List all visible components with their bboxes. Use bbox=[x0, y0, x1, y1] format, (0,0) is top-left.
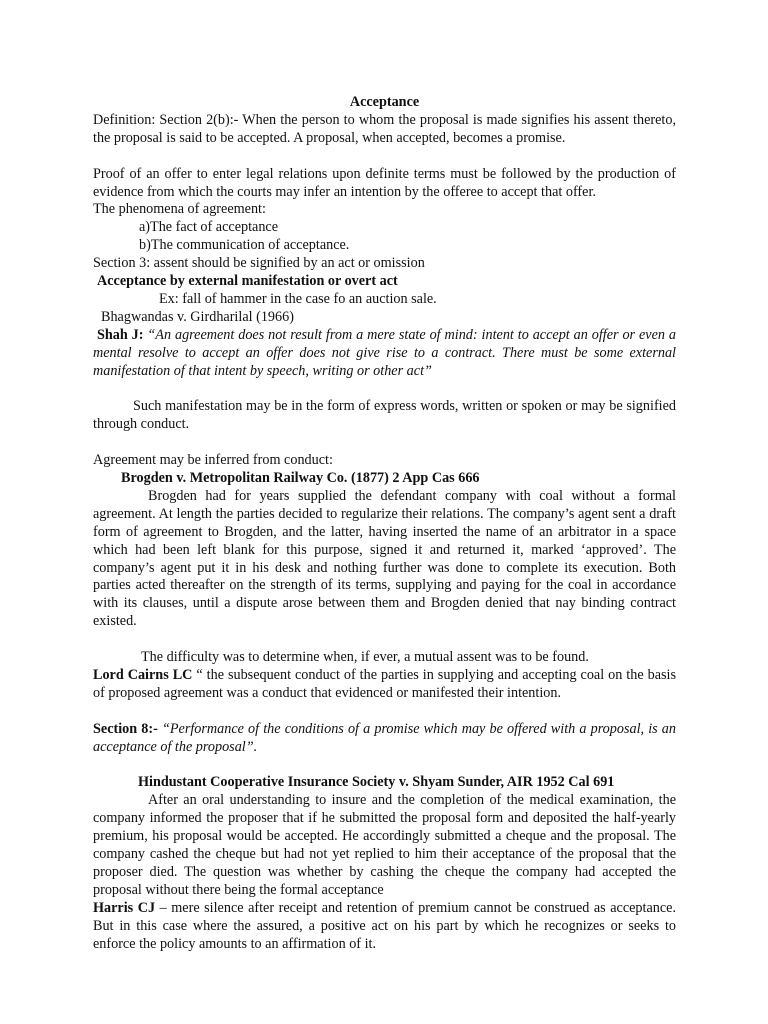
spacer bbox=[93, 148, 676, 166]
case-hindustan-title: Hindustant Cooperative Insurance Society v. Shyam Sunder, AIR 1952 Cal 691 bbox=[138, 774, 615, 791]
harris-paragraph bbox=[93, 900, 676, 954]
case-brogden bbox=[93, 470, 676, 488]
shah-quote-paragraph bbox=[93, 327, 676, 381]
shah-label: Shah J: bbox=[97, 326, 144, 343]
cairns-paragraph bbox=[93, 667, 676, 703]
shah-quote: “An agreement does not result from a mere state of mind: intent to accept an offer or even a mental resolve to accept an offer does not give rise to a contract. There must be some external manifestation of that intent by speech, writing or other act” bbox=[93, 326, 676, 379]
case-hindustan bbox=[93, 774, 676, 792]
cairns-text: “ the subsequent conduct of the parties in supplying and accepting coal on the basis of proposed agreement was a conduct that evidenced or manifested their intention. bbox=[93, 666, 676, 701]
case-bhagwandas: Bhagwandas v. Girdharilal (1966) bbox=[101, 308, 294, 325]
spacer bbox=[93, 380, 676, 398]
proof-paragraph: Proof of an offer to enter legal relations upon definite terms must be followed by the production of evidence from which the courts may infer an intention by the offeree to accept that offer. bbox=[93, 165, 676, 200]
definition-paragraph: Definition: Section 2(b):- When the person to whom the proposal is made signifies his assent thereto, the proposal is said to be accepted. A proposal, when accepted, becomes a promise. bbox=[93, 111, 676, 146]
harris-text: – mere silence after receipt and retention of premium cannot be construed as acceptance. But in this case where the assured, a positive act on his part by which he recognizes or seeks to enforce the policy amounts to an affirmation of it. bbox=[93, 899, 676, 952]
auction-example: Ex: fall of hammer in the case fo an auction sale. bbox=[159, 290, 437, 307]
external-manifestation-heading bbox=[93, 273, 676, 291]
spacer bbox=[93, 631, 676, 649]
section8-label: Section 8:- bbox=[93, 720, 158, 737]
spacer bbox=[93, 703, 676, 721]
case-brogden-title: Brogden v. Metropolitan Railway Co. (1877) 2 App Cas 666 bbox=[121, 469, 480, 486]
external-heading-text: Acceptance by external manifestation or overt act bbox=[97, 273, 398, 290]
section8-quote: “Performance of the conditions of a promise which may be offered with a proposal, is an acceptance of the proposal”. bbox=[93, 720, 676, 755]
phenomena-heading: The phenomena of agreement: bbox=[93, 201, 266, 218]
section3-line: Section 3: assent should be signified by an act or omission bbox=[93, 255, 425, 272]
spacer bbox=[93, 756, 676, 774]
difficulty-line: The difficulty was to determine when, if ever, a mutual assent was to be found. bbox=[141, 649, 589, 666]
manifestation-paragraph: Such manifestation may be in the form of express words, written or spoken or may be signified through conduct. bbox=[93, 398, 676, 433]
cairns-label: Lord Cairns LC bbox=[93, 666, 193, 683]
phenomena-item-a: a)The fact of acceptance bbox=[139, 219, 279, 236]
inferred-line: Agreement may be inferred from conduct: bbox=[93, 452, 333, 469]
brogden-facts-paragraph: Brogden had for years supplied the defendant company with coal without a formal agreement. At length the parties decided to regularize their relations. The company’s agent sent a draft form of agreement to Brogden, and the latter, having inserted the name of an arbitrator in a space which had been left blank for this purpose, signed it and returned it, marked ‘approved’. The company’s agent put it in his desk and nothing further was done to complete its execution. Both parties acted thereafter on the strength of its terms, supplying and paying for the coal in accordance with its clauses, until a dispute arose between them and Brogden denied that nay binding contract existed. bbox=[93, 487, 676, 630]
hindustan-facts-paragraph: After an oral understanding to insure and the completion of the medical examination, the company informed the proposer that if he submitted the proposal form and deposited the half-yearly premium, his proposal would be accepted. He accordingly submitted a cheque and the proposal. The company cashed the cheque but had not yet replied to him their acceptance of the proposal that the proposer died. The question was whether by cashing the cheque the company had accepted the proposal without there being the formal acceptance bbox=[93, 792, 676, 898]
spacer bbox=[93, 434, 676, 452]
page-title: Acceptance bbox=[349, 94, 420, 110]
harris-label: Harris CJ bbox=[93, 899, 156, 916]
section8-paragraph bbox=[93, 721, 676, 757]
phenomena-item-b: b)The communication of acceptance. bbox=[139, 237, 350, 254]
